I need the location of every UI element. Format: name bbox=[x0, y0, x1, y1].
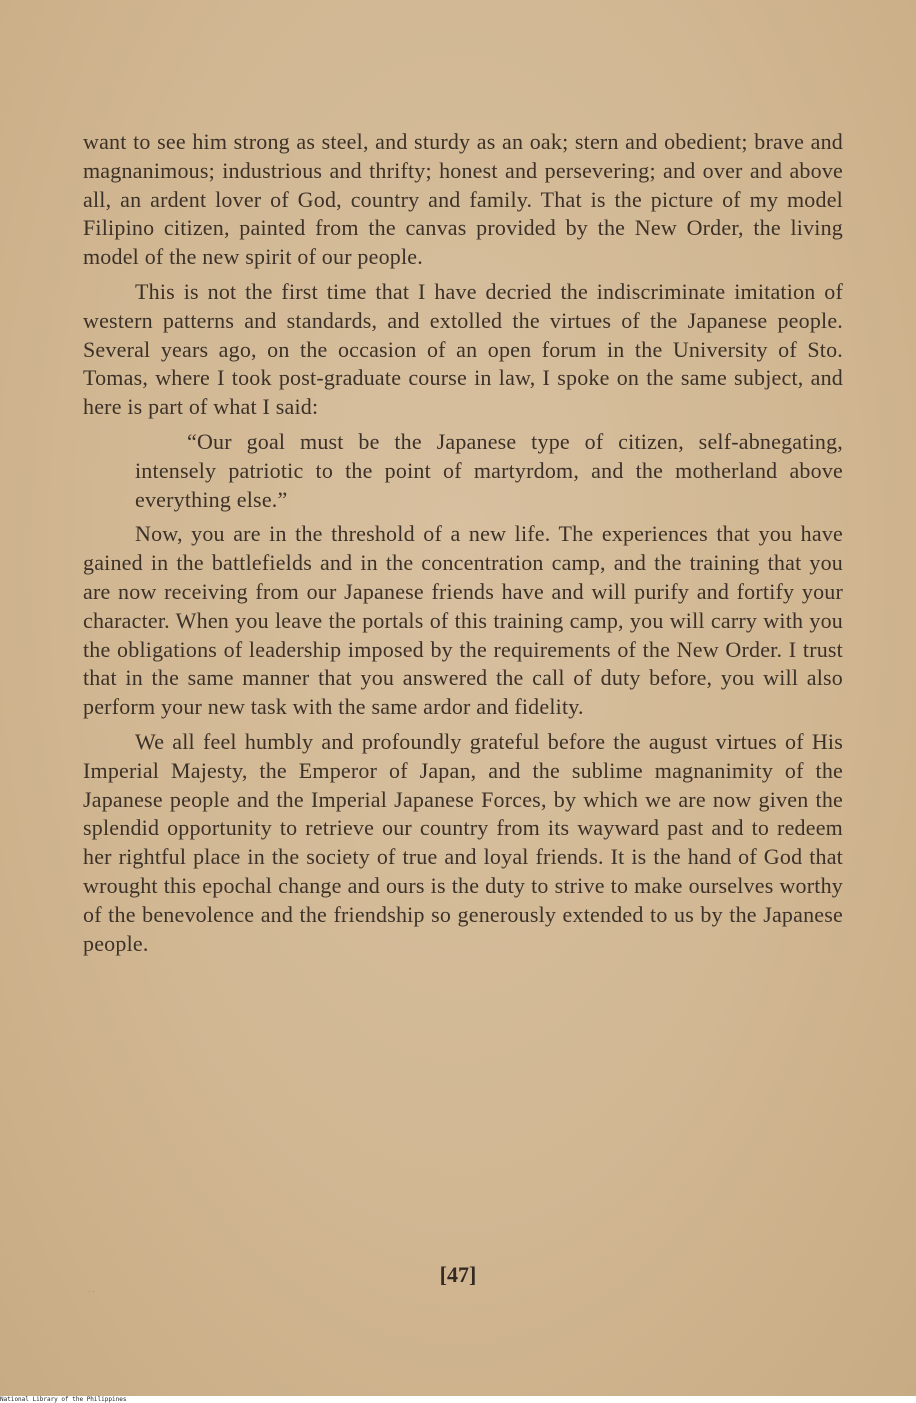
paragraph-gratitude: We all feel humbly and profoundly grateful before the august virtues of His Imperial Majesty, the Emperor of Japan, and the sublime magnanimity of the Japanese people and the Imperial Japanese Forces, by which we are now given the splendid opportunity to retrieve our country from its wayward past and to redeem her rightful place in the society of true and loyal friends. It is the hand of God that wrought this epochal change and ours is the duty to strive to make ourselves worthy of the benevolence and the friendship so generously extended to us by the Japanese people. bbox=[83, 728, 843, 956]
library-watermark-label: National Library of the Philippines bbox=[0, 1396, 127, 1403]
paragraph-threshold-new-life: Now, you are in the threshold of a new life. The experiences that you have gained in the battlefields and in the concentration camp, and the training that you are now receiving from our Japanese friends have and will purify and fortify your character. When you leave the portals of this training camp, you will carry with you the obligations of leadership imposed by the requirements of the New Order. I trust that in the same manner that you answered the call of duty before, you will also perform your new task with the same ardor and fidelity. bbox=[83, 521, 843, 720]
page-number: [47] bbox=[439, 1262, 477, 1287]
block-quote: “Our goal must be the Japanese type of citizen, self-abnegating, intensely patriotic to the point of martyrdom, and the motherland above everything else.” bbox=[135, 428, 843, 512]
paragraph-continuation: want to see him strong as steel, and sturdy as an oak; stern and obedient; brave and magnanimous; industrious and thrifty; honest and persevering; and over and above all, an ardent lover of God, country and family. That is the picture of my model Filipino citizen, painted from the canvas provided by the New Order, the living model of the new spirit of our people. bbox=[83, 129, 843, 270]
footer-strip bbox=[0, 1396, 916, 1403]
paragraph-indiscriminate-imitation: This is not the first time that I have decried the indiscriminate imitation of western patterns and standards, and extolled the virtues of the Japanese people. Several years ago, on the occasion of an open forum in the University of Sto. Tomas, where I took post-graduate course in law, I spoke on the same subject, and here is part of what I said: bbox=[83, 278, 843, 420]
body-text bbox=[83, 128, 843, 964]
ink-smudge: - - bbox=[88, 1287, 96, 1296]
